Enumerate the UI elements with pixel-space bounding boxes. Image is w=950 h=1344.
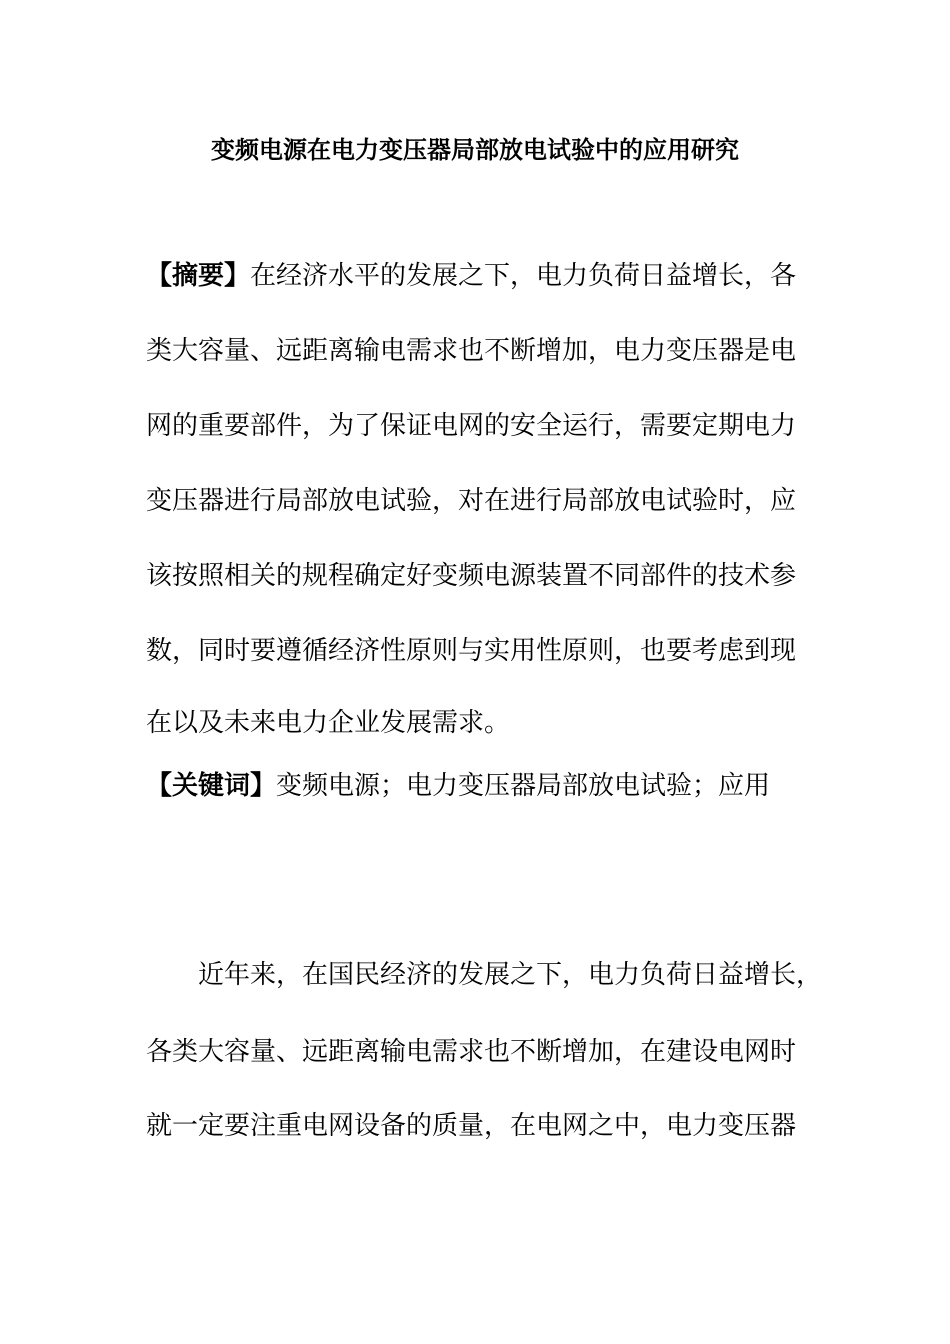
abstract-line-2: 类大容量、远距离输电需求也不断增加，电力变压器是电 (146, 336, 797, 366)
keywords-text: 变频电源；电力变压器局部放电试验；应用 (276, 771, 771, 801)
abstract-line-4: 变压器进行局部放电试验，对在进行局部放电试验时，应 (146, 486, 797, 516)
abstract-label: 【摘要】 (146, 261, 251, 291)
document-title: 变频电源在电力变压器局部放电试验中的应用研究 (211, 136, 739, 164)
keywords-line (146, 766, 770, 806)
keywords-label: 【关键词】 (146, 771, 277, 801)
abstract-line-6: 数，同时要遵循经济性原则与实用性原则，也要考虑到现 (146, 636, 797, 666)
abstract-text: 在经济水平的发展之下，电力负荷日益增长，各 (250, 261, 797, 291)
body-line-1: 近年来，在国民经济的发展之下，电力负荷日益增长， (146, 960, 823, 990)
body-line-2: 各类大容量、远距离输电需求也不断增加，在建设电网时 (146, 1037, 797, 1067)
body-line-3: 就一定要注重电网设备的质量，在电网之中，电力变压器 (146, 1111, 797, 1141)
abstract-line-7: 在以及未来电力企业发展需求。 (146, 708, 511, 738)
abstract-line-1 (146, 256, 796, 296)
abstract-line-3: 网的重要部件，为了保证电网的安全运行，需要定期电力 (146, 411, 797, 441)
abstract-line-5: 该按照相关的规程确定好变频电源装置不同部件的技术参 (146, 561, 797, 591)
